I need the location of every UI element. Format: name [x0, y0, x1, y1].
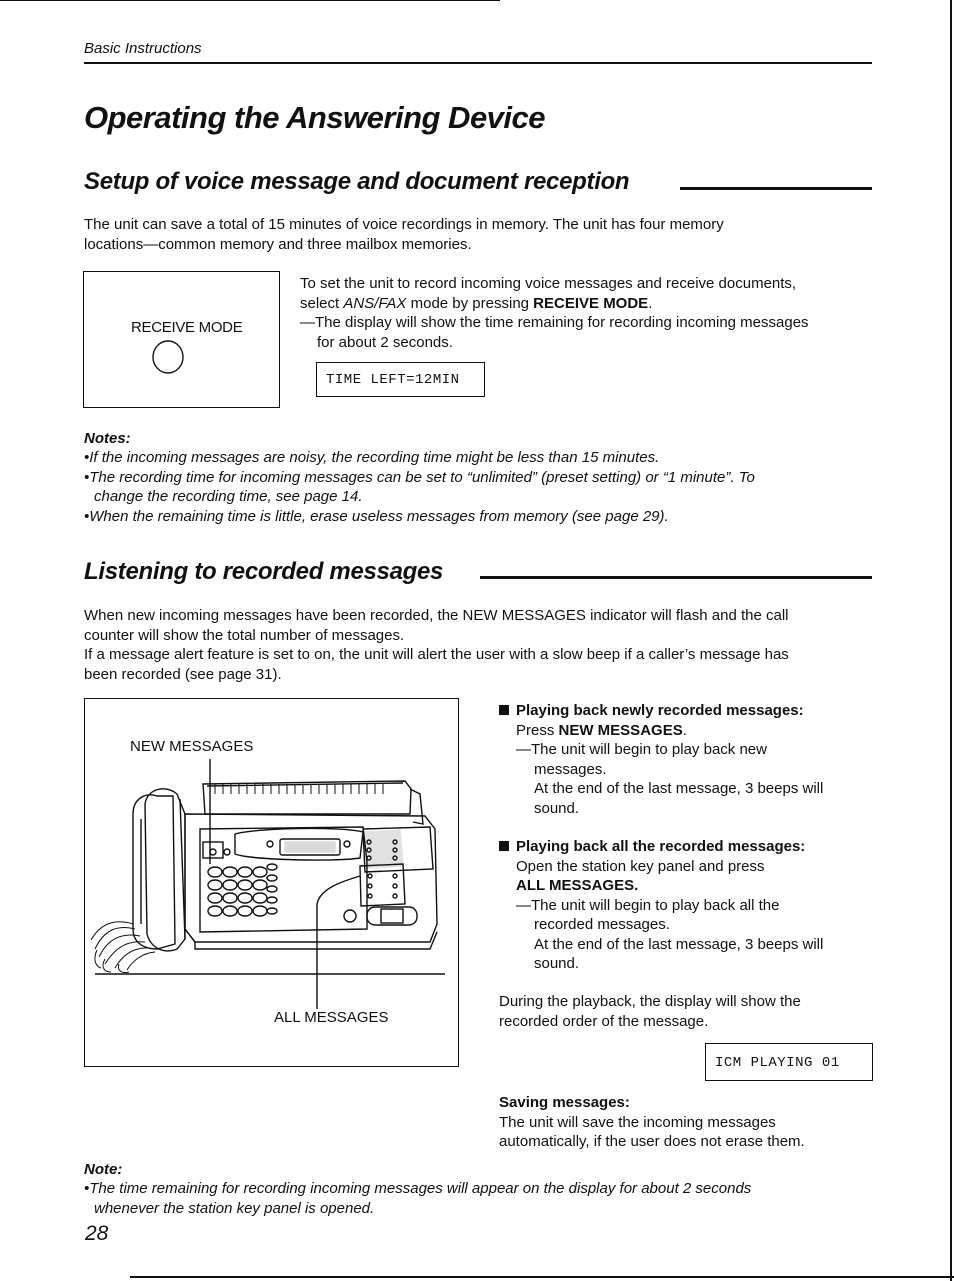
- bullet-square-icon: [499, 705, 509, 715]
- press-text: .: [682, 721, 687, 739]
- right-edge-line: [950, 0, 952, 1281]
- note-text: change the recording time, see page 14.: [94, 488, 363, 505]
- listening-heading: Listening to recorded messages: [84, 558, 444, 585]
- playback-all-line: Open the station key panel and press: [516, 857, 765, 875]
- playback-all-line: recorded messages.: [534, 916, 670, 933]
- playback-new-line: sound.: [534, 799, 580, 817]
- receive-mode-button-name: RECEIVE MODE: [533, 294, 649, 312]
- bullet-square-icon: [499, 841, 509, 851]
- setup-instructions: [300, 274, 870, 352]
- listening-intro-line: been recorded (see page 31).: [84, 665, 282, 683]
- receive-mode-label: RECEIVE MODE: [131, 319, 243, 336]
- during-line: recorded order of the message.: [499, 1012, 709, 1030]
- playback-new-line: messages.: [534, 760, 607, 778]
- time-left-display: [316, 362, 485, 397]
- listening-intro-line: counter will show the total number of messages.: [84, 626, 405, 644]
- ans-fax-mode: ANS/FAX: [343, 294, 407, 312]
- playback-all-heading: [499, 837, 869, 857]
- setup-step-line: [300, 294, 870, 314]
- setup-step-line: To set the unit to record incoming voice messages and receive documents,: [300, 275, 797, 292]
- all-messages-callout: ALL MESSAGES: [274, 1009, 389, 1026]
- fax-machine-figure: [84, 698, 459, 1067]
- fax-machine-illustration: [85, 754, 460, 1014]
- page-number: 28: [85, 1222, 109, 1245]
- note-text: whenever the station key panel is opened.: [94, 1199, 375, 1217]
- listening-intro: [84, 606, 874, 684]
- saving-heading: Saving messages:: [499, 1094, 630, 1111]
- note-text: When the remaining time is little, erase useless messages from memory (see page 29).: [89, 507, 669, 525]
- note-item-continued: [84, 1199, 874, 1219]
- receive-mode-button-icon: [148, 338, 188, 378]
- setup-heading: Setup of voice message and document reception: [84, 168, 630, 195]
- all-messages-button-name: ALL MESSAGES.: [516, 877, 639, 894]
- listening-intro-line: If a message alert feature is set to on, the unit will alert the user with a slow beep if a caller’s message has: [84, 646, 789, 663]
- playback-all-section: [499, 837, 869, 974]
- note-list: [84, 1179, 874, 1218]
- header-rule: [84, 62, 872, 64]
- note-heading: Note:: [84, 1161, 123, 1178]
- playback-all-line: sound.: [534, 955, 580, 972]
- setup-step-text: mode by pressing: [406, 294, 534, 312]
- new-messages-callout: NEW MESSAGES: [130, 738, 254, 755]
- setup-step-line: for about 2 seconds.: [317, 333, 453, 351]
- note-item: •If the incoming messages are noisy, the recording time might be less than 15 minutes.: [84, 449, 660, 466]
- during-line: During the playback, the display will show the: [499, 993, 801, 1010]
- playback-new-section: [499, 701, 869, 818]
- playback-new-press: [499, 721, 869, 741]
- playback-all-line: —The unit will begin to play back all the: [516, 896, 780, 914]
- setup-intro: [84, 215, 724, 254]
- saving-section: [499, 1093, 869, 1152]
- press-text: Press: [516, 721, 559, 739]
- note-text: If the incoming messages are noisy, the recording time might be less than 15 minutes.: [89, 449, 660, 466]
- note-item-continued: [84, 487, 874, 507]
- playback-all-line: At the end of the last message, 3 beeps will: [534, 935, 824, 953]
- saving-line: automatically, if the user does not erase them.: [499, 1133, 805, 1150]
- setup-step-line: —The display will show the time remaining for recording incoming messages: [300, 314, 809, 331]
- time-left-display-text: TIME LEFT=12MIN: [326, 372, 460, 388]
- setup-intro-line: locations—common memory and three mailbox memories.: [84, 235, 472, 253]
- playback-display-note: [499, 992, 869, 1031]
- playback-new-heading: [499, 701, 869, 721]
- note-item: •When the remaining time is little, erase useless messages from memory (see page 29).: [84, 507, 669, 525]
- icm-playing-display-text: ICM PLAYING 01: [715, 1055, 840, 1071]
- setup-step-text: select: [300, 294, 344, 312]
- setup-step-text: .: [648, 294, 653, 312]
- listening-intro-line: When new incoming messages have been recorded, the NEW MESSAGES indicator will flash and the call: [84, 607, 789, 624]
- playback-new-line: —The unit will begin to play back new: [516, 741, 767, 758]
- note-item: •The recording time for incoming messages can be set to “unlimited” (preset setting) or “1 minute”. To: [84, 468, 755, 486]
- receive-mode-figure: [83, 271, 280, 408]
- notes-list: [84, 448, 874, 526]
- playback-all-heading-text: Playing back all the recorded messages:: [516, 838, 806, 855]
- note-item: •The time remaining for recording incoming messages will appear on the display for about 2 seconds: [84, 1180, 752, 1197]
- top-edge-line: [0, 0, 500, 1]
- setup-intro-line: The unit can save a total of 15 minutes of voice recordings in memory. The unit has four memory: [84, 216, 724, 233]
- bottom-edge-line: [130, 1276, 954, 1278]
- playback-new-line: At the end of the last message, 3 beeps will: [534, 780, 824, 797]
- page-title: Operating the Answering Device: [84, 100, 546, 135]
- new-messages-button-name: NEW MESSAGES: [558, 721, 683, 739]
- listening-heading-rule: [480, 576, 872, 579]
- saving-line: The unit will save the incoming messages: [499, 1113, 776, 1131]
- icm-playing-display: [705, 1043, 873, 1081]
- setup-heading-rule: [680, 187, 872, 190]
- section-label: Basic Instructions: [84, 40, 202, 57]
- note-text: The time remaining for recording incoming messages will appear on the display for about 2 seconds: [89, 1180, 752, 1197]
- playback-new-heading-text: Playing back newly recorded messages:: [516, 702, 804, 719]
- notes-heading: Notes:: [84, 430, 131, 447]
- note-text: The recording time for incoming messages can be set to “unlimited” (preset setting) or “1 minute”. To: [89, 468, 755, 486]
